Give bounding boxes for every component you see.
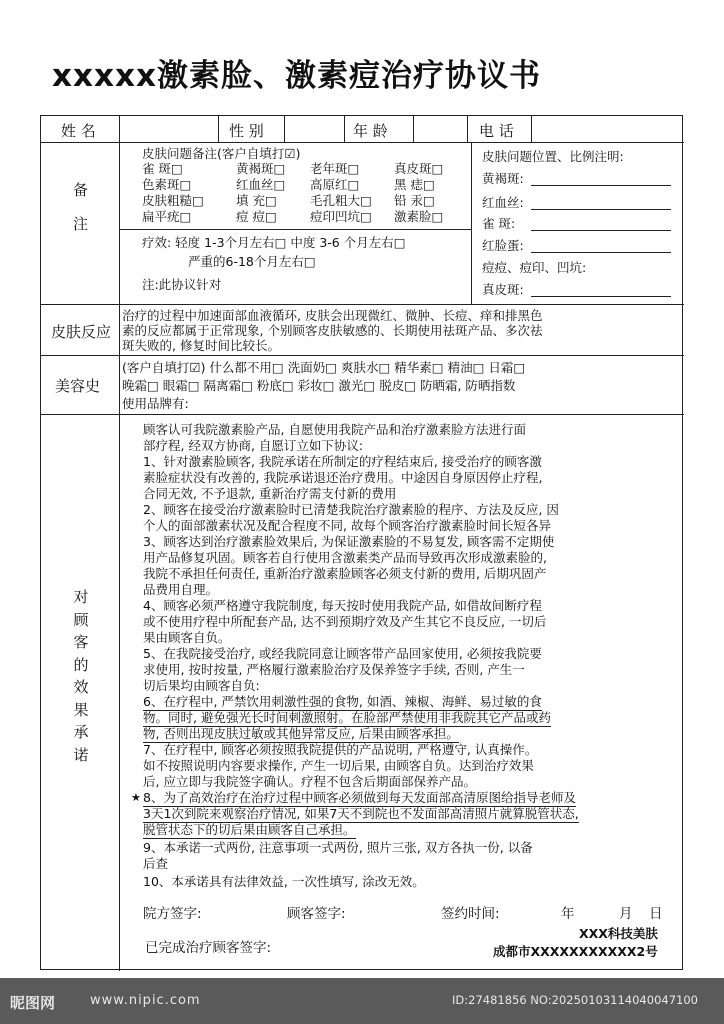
skin-option[interactable]: 色素斑□ [142, 177, 192, 192]
clause-line-underlined: 物, 否则出现皮肤过敏或其他异常反应, 后果由顾客承担。 [143, 726, 459, 741]
skin-option[interactable]: 皮肤粗糙□ [142, 193, 204, 208]
col-divider [467, 116, 468, 142]
skin-option[interactable]: 痘印凹坑□ [310, 209, 372, 224]
clause-line: 如不按照说明内容要求操作, 产生一切后果, 由顾客自负。达到治疗效果 [143, 758, 534, 773]
clause-line: 合同无效, 不予退款, 重新治疗需支付新的费用 [143, 486, 397, 501]
row-divider [41, 142, 684, 143]
year-label: 年 [561, 906, 575, 922]
nipic-site: www.nipic.com [90, 993, 201, 1008]
col-divider [284, 116, 285, 142]
col-divider [119, 116, 120, 971]
clause-line-underlined: 8、为了高效治疗在治疗过程中顾客必须做到每天发面部高清原图给指导老师及 [143, 790, 576, 805]
completed-sign-label[interactable]: 已完成治疗顾客签字: [145, 940, 272, 956]
clause-line: 顾客认可我院激素脸产品, 自愿使用我院产品和治疗激素脸方法进行面 [143, 422, 526, 437]
skin-option[interactable]: 铅 汞□ [394, 193, 435, 208]
clause-line: 我院不承担任何责任, 重新治疗激素脸顾客必须支付新的费用, 后期巩固产 [143, 566, 547, 581]
clause-line: 5、在我院接受治疗, 或经我院同意让顾客带产品回家使用, 必须按我院要 [143, 646, 542, 661]
skin-option[interactable]: 扁平疣□ [142, 209, 192, 224]
clause-line: 切后果均由顾客自负: [143, 678, 260, 693]
row-divider [41, 414, 684, 415]
row-divider [119, 229, 471, 230]
location-label: 真皮斑: [482, 282, 524, 297]
location-label: 雀 斑: [482, 216, 516, 231]
day-label: 日 [649, 906, 663, 922]
skin-reaction-text: 斑失败的, 修复时间比较长。 [122, 338, 280, 353]
course-line-2[interactable]: 严重的6-18个月左右□ [188, 254, 316, 269]
clause-line: 后, 应立即与我院签字确认。疗程不包含后期面部保养产品。 [143, 774, 476, 789]
skin-option[interactable]: 痘 痘□ [236, 209, 277, 224]
agreement-form [40, 115, 683, 970]
course-line-1[interactable]: 疗效: 轻度 1-3个月左右□ 中度 3-6 个月左右□ [142, 235, 406, 250]
clause-line: 部疗程, 经双方协商, 自愿订立如下协议: [143, 438, 364, 453]
customer-sign-label[interactable]: 顾客签字: [287, 906, 346, 922]
skin-option[interactable]: 真皮斑□ [394, 161, 444, 176]
image-id: ID:27481856 NO:20250103114040047100 [452, 993, 698, 1007]
skin-option[interactable]: 激素脸□ [394, 209, 444, 224]
company-address: 成都市XXXXXXXXXXX2号 [493, 944, 658, 959]
clause-line: 果由顾客自负。 [143, 630, 231, 645]
skin-option[interactable]: 黄褐斑□ [236, 161, 286, 176]
commitment-label: 对 顾 客 的 效 果 承 诺 [73, 588, 89, 764]
remarks-label-1: 备 [73, 181, 89, 199]
clause-line-underlined: 物。同时, 避免强光长时间刺激照射。在脸部严禁使用非我院其它产品或药 [143, 710, 551, 725]
clause-line: 或不使用疗程中所配套产品, 达不到预期疗效及产生其它不良反应, 一切后 [143, 614, 547, 629]
skin-reaction-label: 皮肤反应 [51, 323, 112, 341]
location-label: 黄褐斑: [482, 171, 524, 186]
clause-line: 4、顾客必须严格遵守我院制度, 每天按时使用我院产品, 如借故间断疗程 [143, 598, 542, 613]
row-divider [41, 304, 684, 305]
remarks-note: 注:此协议针对 [142, 277, 222, 292]
location-input-line[interactable] [531, 185, 671, 186]
clause-line: 10、本承诺具有法律效益, 一次性填写, 涂改无效。 [143, 874, 425, 889]
remarks-intro: 皮肤问题备注(客户自填打☑) [142, 146, 301, 161]
clause-line: 个人的面部激素状况及配合程度不同, 故每个顾客治疗激素脸时间长短各异 [143, 518, 551, 533]
col-divider [218, 116, 219, 142]
location-input-line[interactable] [531, 252, 671, 253]
clause-line: 3、顾客达到治疗激素脸效果后, 为保证激素脸的不易复发, 顾客需不定期使 [143, 534, 555, 549]
location-input-line[interactable] [531, 230, 671, 231]
month-label: 月 [619, 906, 633, 922]
brand-used-label: 使用品牌有: [122, 396, 189, 411]
name-label: 姓 名 [61, 122, 96, 140]
gender-label: 性 别 [229, 122, 264, 140]
col-divider [471, 142, 472, 304]
company-name: XXX科技美肤 [579, 926, 658, 941]
skin-option[interactable]: 高原红□ [310, 177, 360, 192]
skin-option[interactable]: 老年斑□ [310, 161, 360, 176]
star-icon: ★ [131, 791, 141, 804]
col-divider [344, 116, 345, 142]
clause-line: 素脸症状没有改善的, 我院承诺退还治疗费用。中途因自身原因停止疗程, [143, 470, 543, 485]
location-label: 痘痘、痘印、凹坑: [482, 260, 587, 275]
location-intro: 皮肤问题位置、比例注明: [482, 149, 624, 164]
location-label: 红血丝: [482, 195, 524, 210]
location-input-line[interactable] [531, 209, 671, 210]
age-label: 年 龄 [353, 122, 388, 140]
watermark-bar [0, 978, 724, 1024]
skin-option[interactable]: 雀 斑□ [142, 161, 183, 176]
clause-line-underlined: 脱管状态下的切后果由顾客自己承担。 [143, 822, 356, 837]
phone-label: 电 话 [479, 122, 514, 140]
hospital-sign-label[interactable]: 院方签字: [143, 906, 202, 922]
document-title: xxxxx激素脸、激素痘治疗协议书 [52, 58, 541, 94]
skin-option[interactable]: 填 充□ [236, 193, 277, 208]
beauty-history-options[interactable]: 晚霜□ 眼霜□ 隔离霜□ 粉底□ 彩妆□ 激光□ 脱皮□ 防晒霜, 防晒指数 [122, 378, 516, 393]
clause-line: 7、在疗程中, 顾客必须按照我院提供的产品说明, 严格遵守, 认真操作。 [143, 742, 538, 757]
beauty-history-label: 美容史 [55, 377, 101, 395]
clause-line: 9、本承诺一式两份, 注意事项一式两份, 照片三张, 双方各执一份, 以备 [143, 840, 533, 855]
skin-reaction-text: 治疗的过程中加速面部血液循环, 皮肤会出现微红、微肿、长痘、痒和排黑色 [122, 308, 543, 323]
location-input-line[interactable] [531, 296, 671, 297]
clause-line: 用产品修复巩固。顾客若自行使用含激素类产品而导致再次形成激素脸的, [143, 550, 547, 565]
row-divider [41, 355, 684, 356]
nipic-logo: 昵图网 [10, 994, 56, 1012]
clause-line-underlined: 6、在疗程中, 严禁饮用刺激性强的食物, 如酒、辣椒、海鲜、易过敏的食 [143, 694, 542, 709]
skin-reaction-text: 素的反应都属于正常现象, 个别顾客皮肤敏感的、长期使用祛斑产品、多次祛 [122, 323, 543, 338]
clause-line: 2、顾客在接受治疗激素脸时已清楚我院治疗激素脸的程序、方法及反应, 因 [143, 502, 559, 517]
col-divider [531, 116, 532, 142]
skin-option[interactable]: 黑 痣□ [394, 177, 435, 192]
clause-line: 求使用, 按时按量, 严格履行激素脸治疗及保养签字手续, 否则, 产生一 [143, 662, 525, 677]
sign-time-label[interactable]: 签约时间: [441, 906, 500, 922]
col-divider [413, 116, 414, 142]
clause-line: 品费用自理。 [143, 582, 219, 597]
skin-option[interactable]: 红血丝□ [236, 177, 286, 192]
beauty-history-options[interactable]: (客户自填打☑) 什么都不用□ 洗面奶□ 爽肤水□ 精华素□ 精油□ 日霜□ [122, 360, 526, 375]
location-label: 红脸蛋: [482, 238, 524, 253]
clause-line: 1、针对激素脸顾客, 我院承诺在所制定的疗程结束后, 接受治疗的顾客激 [143, 454, 542, 469]
skin-option[interactable]: 毛孔粗大□ [310, 193, 372, 208]
clause-line: 后查 [143, 856, 169, 871]
remarks-label-2: 注 [73, 215, 89, 233]
clause-line-underlined: 3天1次到院来观察治疗情况, 如果7天不到院也不发面部高清照片就算脱管状态, [143, 806, 579, 821]
